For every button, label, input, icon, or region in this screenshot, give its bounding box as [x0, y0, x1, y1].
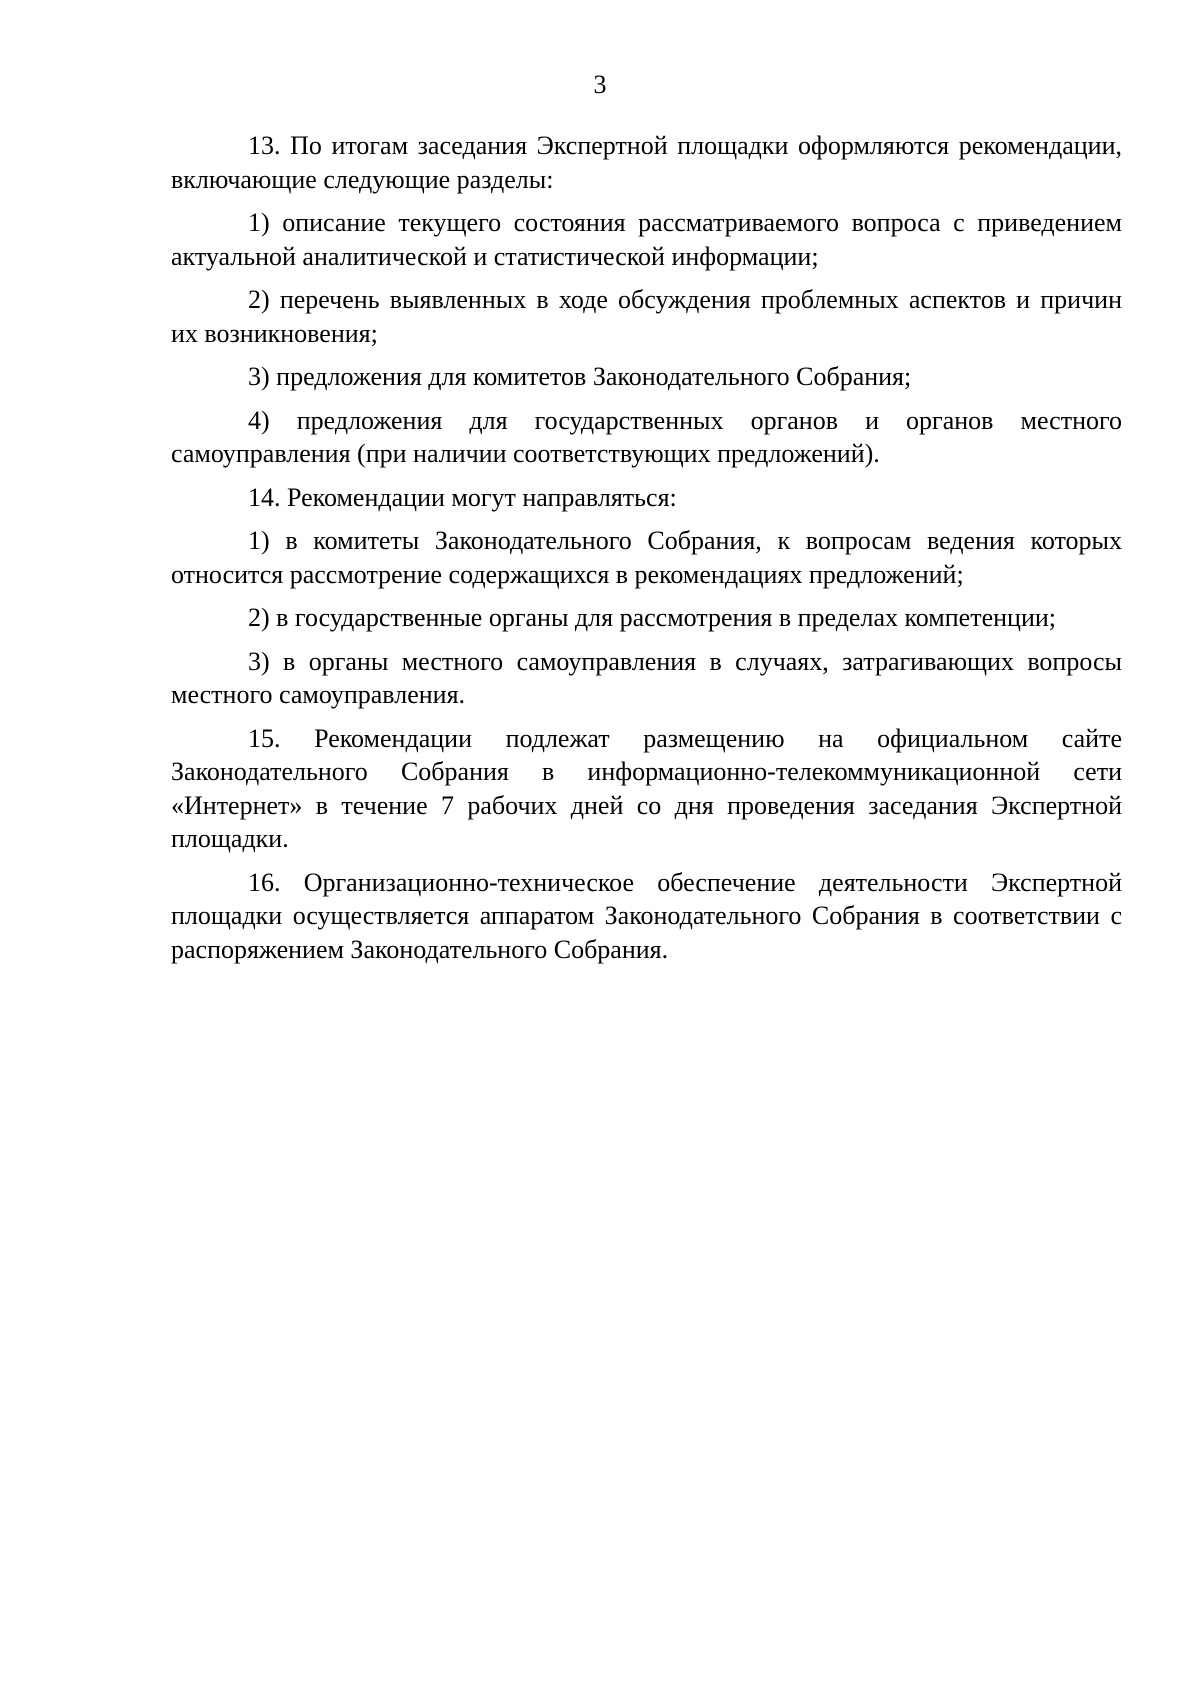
page-number: 3	[593, 70, 607, 99]
paragraph-13-item-2: 2) перечень выявленных в ходе обсуждения проблемных аспектов и причин их возникновения;	[171, 285, 1122, 348]
paragraph-14-item-3: 3) в органы местного самоуправления в случаях, затрагивающих вопросы местного самоуправления.	[171, 646, 1122, 709]
document-body	[171, 129, 1122, 966]
paragraph-15: 15. Рекомендации подлежат размещению на официальном сайте Законодательного Собрания в информационно-телекоммуникационной сети «Интернет» в течение 7 рабочих дней со дня проведения заседания Экспертной площадки.	[171, 723, 1122, 853]
paragraph-13: 13. По итогам заседания Экспертной площадки оформляются рекомендации, включающие следующие разделы:	[171, 131, 1122, 194]
paragraph-16: 16. Организационно-техническое обеспечение деятельности Экспертной площадки осуществляется аппаратом Законодательного Собрания в соответствии с распоряжением Законодательного Собрания.	[171, 867, 1122, 964]
paragraph-13-item-1: 1) описание текущего состояния рассматриваемого вопроса с приведением актуальной аналитической и статистической информации;	[171, 208, 1122, 271]
paragraph-14-item-1: 1) в комитеты Законодательного Собрания, к вопросам ведения которых относится рассмотрение содержащихся в рекомендациях предложений;	[171, 526, 1122, 589]
paragraph-13-item-4: 4) предложения для государственных органов и органов местного самоуправления (при наличии соответствующих предложений).	[171, 405, 1122, 468]
paragraph-13-item-3: 3) предложения для комитетов Законодательного Собрания;	[248, 362, 912, 391]
paragraph-14: 14. Рекомендации могут направляться:	[248, 482, 677, 512]
paragraph-14-item-2: 2) в государственные органы для рассмотрения в пределах компетенции;	[248, 603, 1056, 632]
